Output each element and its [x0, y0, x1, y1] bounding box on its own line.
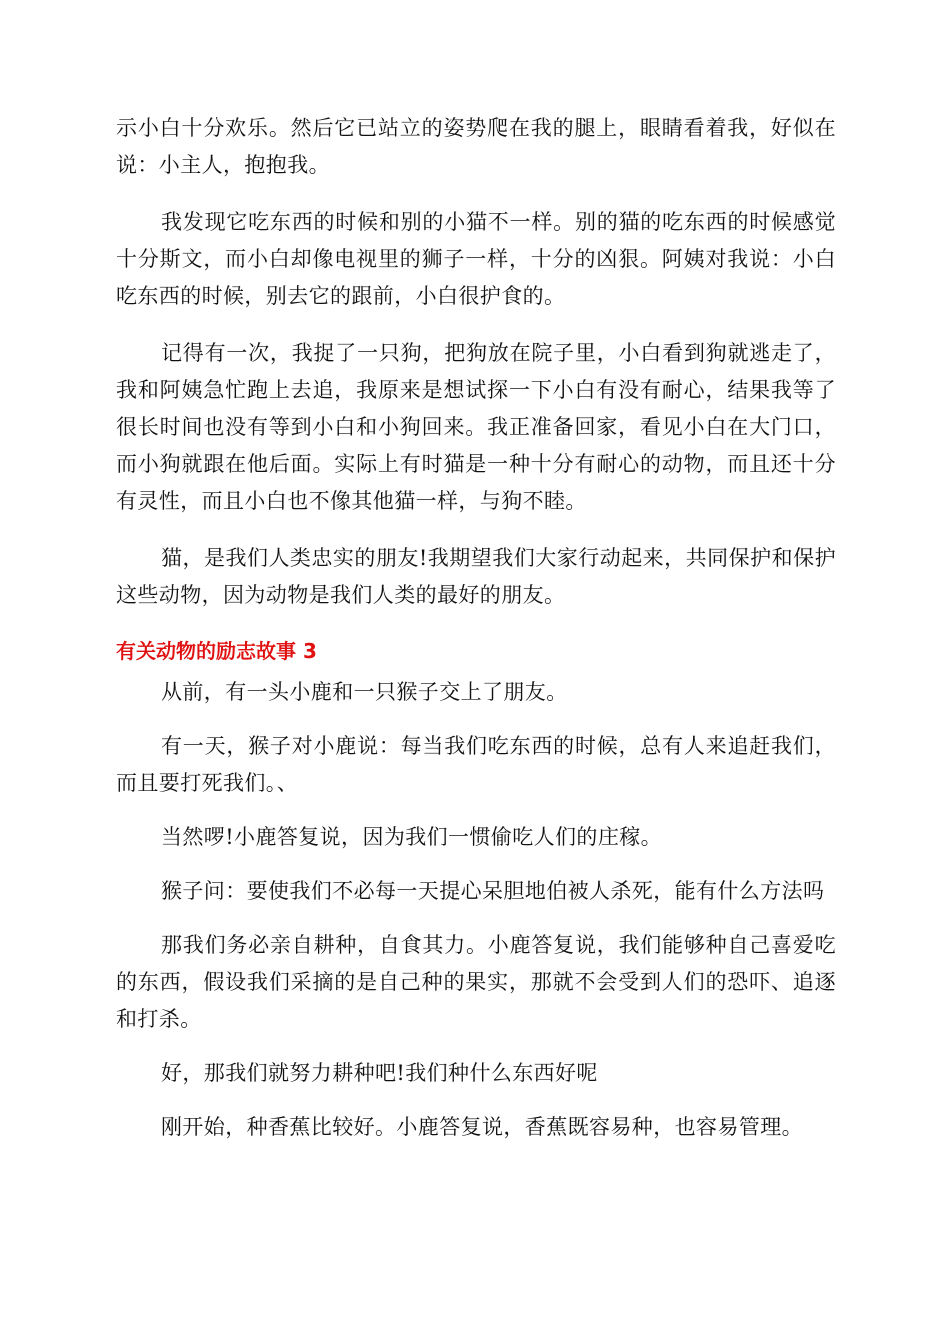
paragraph: 当然啰!小鹿答复说，因为我们一惯偷吃人们的庄稼。 — [161, 825, 663, 849]
paragraph: 那我们务必亲自耕种，自食其力。小鹿答复说，我们能够种自己喜爱吃的东西，假设我们采摘的是自己种的果实，那就不会受到人们的恐吓、追逐和打杀。 — [116, 933, 836, 1031]
paragraph: 从前，有一头小鹿和一只猴子交上了朋友。 — [161, 680, 568, 704]
paragraph: 我发现它吃东西的时候和别的小猫不一样。别的猫的吃东西的时候感觉十分斯文，而小白却像电视里的狮子一样，十分的凶狠。阿姨对我说：小白吃东西的时候，别去它的跟前，小白很护食的。 — [116, 210, 836, 308]
section-title: 有关动物的励志故事 3 — [116, 639, 317, 663]
paragraph: 好，那我们就努力耕种吧!我们种什么东西好呢 — [161, 1061, 598, 1085]
paragraph: 记得有一次，我捉了一只狗，把狗放在院子里，小白看到狗就逃走了，我和阿姨急忙跑上去追，我原来是想试探一下小白有没有耐心，结果我等了很长时间也没有等到小白和小狗回来。我正准备回家，看见小白在大门口，而小狗就跟在他后面。实际上有时猫是一种十分有耐心的动物，而且还十分有灵性，而且小白也不像其他猫一样，与狗不睦。 — [116, 341, 836, 513]
paragraph: 有一天，猴子对小鹿说：每当我们吃东西的时候，总有人来追赶我们，而且要打死我们。、 — [116, 734, 836, 795]
paragraph: 猴子问：要使我们不必每一天提心呆胆地伯被人杀死，能有什么方法吗 — [161, 879, 825, 903]
paragraph: 刚开始，种香蕉比较好。小鹿答复说，香蕉既容易种，也容易管理。 — [161, 1115, 803, 1139]
paragraph: 示小白十分欢乐。然后它已站立的姿势爬在我的腿上，眼睛看着我，好似在说：小主人，抱抱我。 — [116, 116, 836, 177]
document-body — [116, 110, 836, 1163]
paragraph: 猫，是我们人类忠实的朋友!我期望我们大家行动起来，共同保护和保护这些动物，因为动物是我们人类的最好的朋友。 — [116, 546, 836, 607]
